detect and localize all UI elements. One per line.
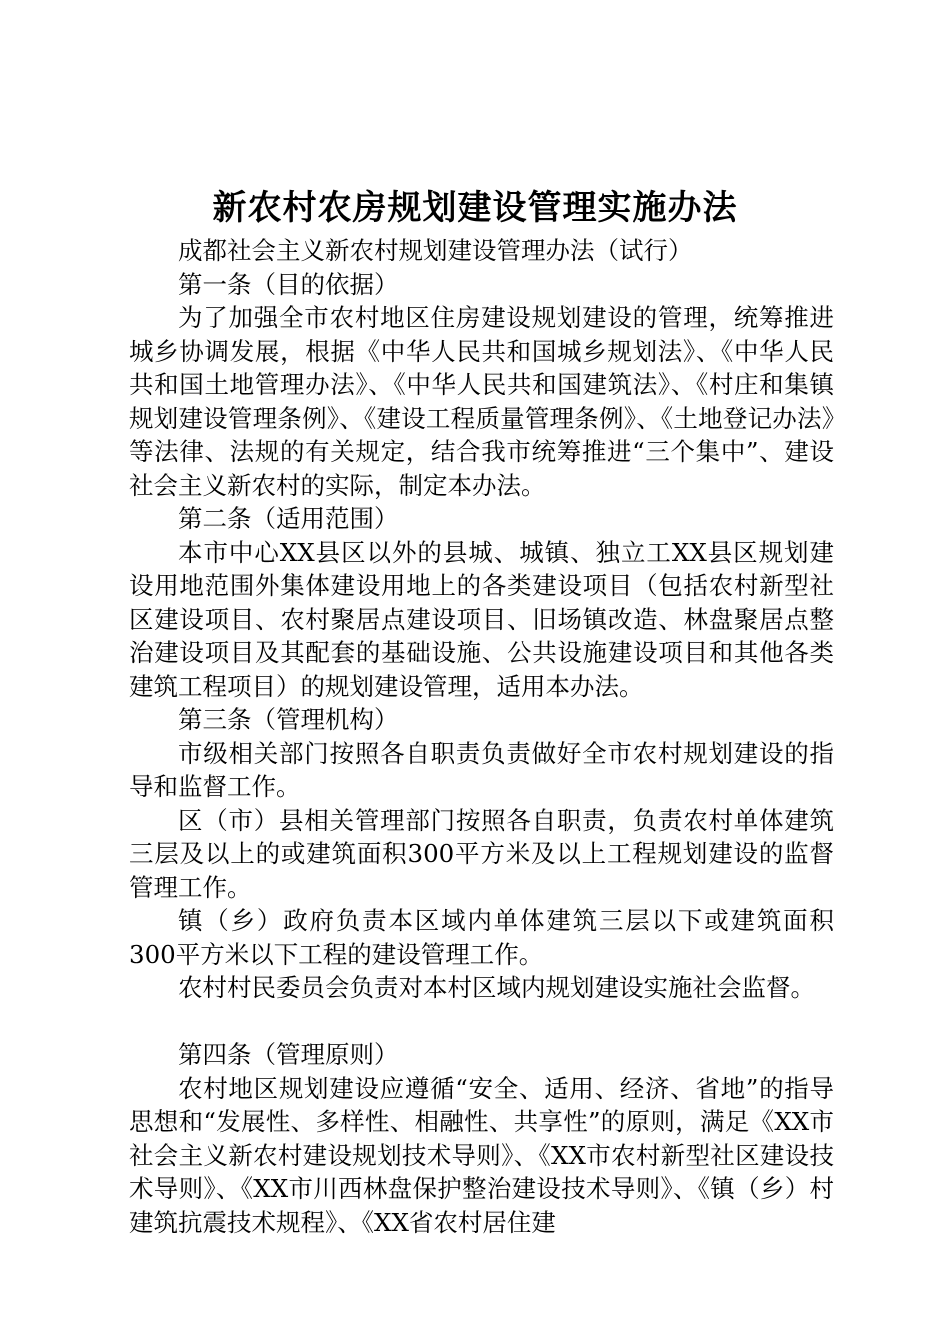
paragraph-article-3a: 市级相关部门按照各自职责负责做好全市农村规划建设的指导和监督工作。 xyxy=(129,738,834,801)
paragraph-article-3c: 镇（乡）政府负责本区域内单体建筑三层以下或建筑面积300平方米以下工程的建设管理工作。 xyxy=(129,906,834,969)
paragraph-article-1: 为了加强全市农村地区住房建设规划建设的管理，统筹推进城乡协调发展，根据《中华人民共和国城乡规划法》、《中华人民共和国土地管理办法》、《中华人民共和国建筑法》、《村庄和集镇规划建设管理条例》、《建设工程质量管理条例》、《土地登记办法》等法律、法规的有关规定，结合我市统筹推进“三个集中”、建设社会主义新农村的实际，制定本办法。 xyxy=(129,303,834,500)
article-heading-3: 第三条（管理机构） xyxy=(178,705,399,734)
article-heading-2: 第二条（适用范围） xyxy=(178,504,399,533)
paragraph-subtitle: 成都社会主义新农村规划建设管理办法（试行） xyxy=(178,236,693,265)
paragraph-article-4: 农村地区规划建设应遵循“安全、适用、经济、省地”的指导思想和“发展性、多样性、相融性、共享性”的原则，满足《XX市社会主义新农村建设规划技术导则》、《XX市农村新型社区建设技术导则》、《XX市川西林盘保护整治建设技术导则》、《镇（乡）村建筑抗震技术规程》、《XX省农村居住建 xyxy=(129,1073,834,1237)
paragraph-article-2: 本市中心XX县区以外的县城、城镇、独立工XX县区规划建设用地范围外集体建设用地上的各类建设项目（包括农村新型社区建设项目、农村聚居点建设项目、旧场镇改造、林盘聚居点整治建设项目及其配套的基础设施、公共设施建设项目和其他各类建筑工程项目）的规划建设管理，适用本办法。 xyxy=(129,537,834,701)
article-heading-4: 第四条（管理原则） xyxy=(178,1040,399,1069)
paragraph-article-3d: 农村村民委员会负责对本村区域内规划建设实施社会监督。 xyxy=(178,973,815,1002)
article-heading-1: 第一条（目的依据） xyxy=(178,269,399,299)
document-title: 新农村农房规划建设管理实施办法 xyxy=(212,188,738,228)
paragraph-article-3b: 区（市）县相关管理部门按照各自职责，负责农村单体建筑三层及以上的或建筑面积300平方米及以上工程规划建设的监督管理工作。 xyxy=(129,805,834,902)
document-body xyxy=(129,234,834,1239)
